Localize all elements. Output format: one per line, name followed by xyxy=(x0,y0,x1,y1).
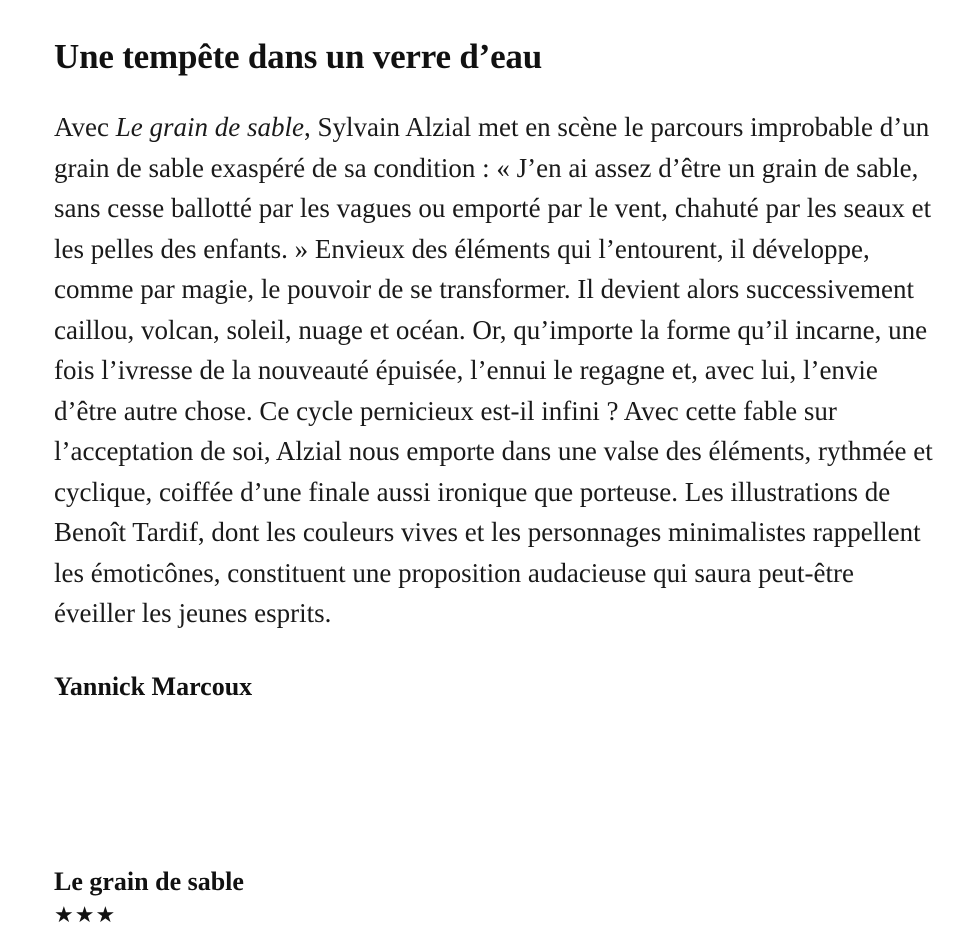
article-headline: Une tempête dans un verre d’eau xyxy=(54,37,542,76)
book-info xyxy=(54,865,654,929)
rating-stars: ★★★ xyxy=(54,903,117,928)
body-lead: Avec xyxy=(54,112,116,142)
book-title-inline: Le grain de sable xyxy=(115,112,304,142)
review-article xyxy=(54,36,939,704)
body-text: , Sylvain Alzial met en scène le parcours improbable d’un grain de sable exaspéré de sa condition : « J’en ai assez d’être un grain de sable, sans cesse ballotté par les vagues ou emporté par le vent, chahuté par les seaux et les pelles des enfants. » Envieux des éléments qui l’entourent, il développe, comme par magie, le pouvoir de se transformer. Il devient alors successivement caillou, volcan, soleil, nuage et océan. Or, qu’importe la forme qu’il incarne, une fois l’ivresse de la nouveauté épuisée, l’ennui le regagne et, avec lui, l’envie d’être autre chose. Ce cycle pernicieux est-il infini ? Avec cette fable sur l’acceptation de soi, Alzial nous emporte dans une valse des éléments, rythmée et cyclique, coiffée d’une finale aussi ironique que porteuse. Les illustrations de Benoît Tardif, dont les couleurs vives et les personnages minimalistes rappellent les émoticônes, constituent une proposition audacieuse qui saura peut-être éveiller les jeunes esprits. xyxy=(54,112,933,628)
article-body xyxy=(54,107,939,634)
article-author: Yannick Marcoux xyxy=(54,671,253,701)
book-title: Le grain de sable xyxy=(54,867,244,896)
